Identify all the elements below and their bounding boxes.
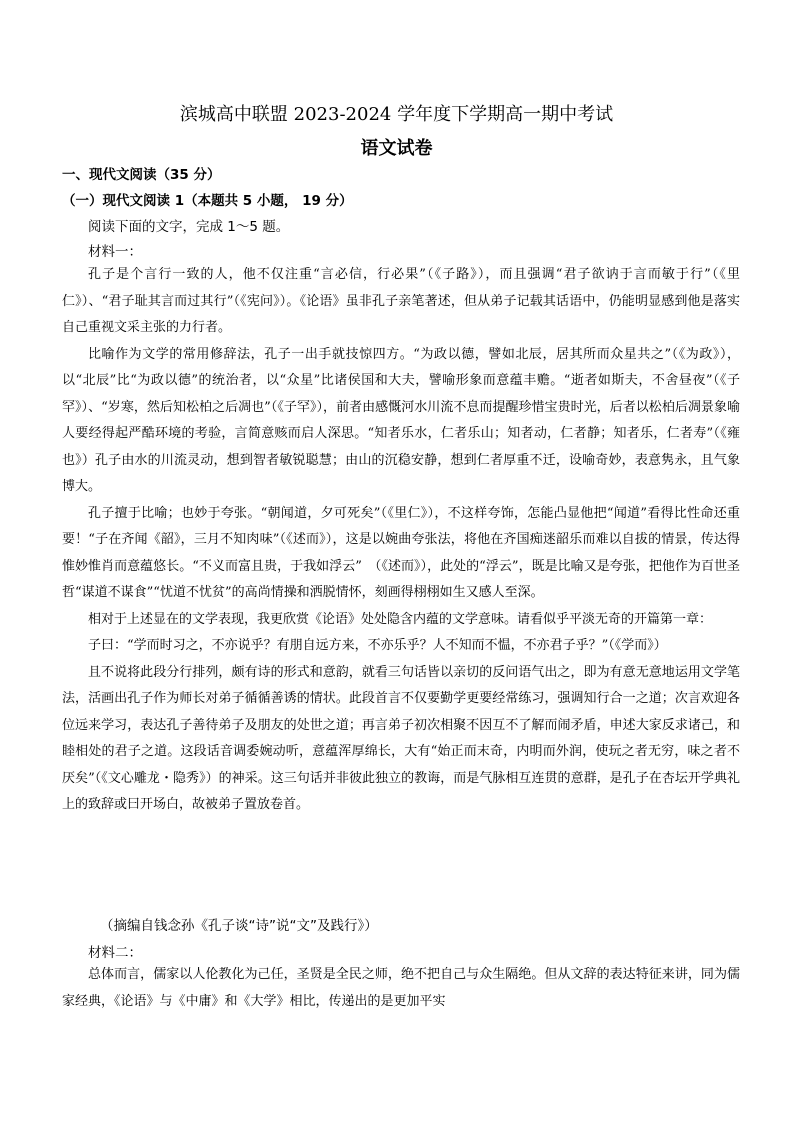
subsection-heading: （一）现代文阅读 1（本题共 5 小题， 19 分）: [62, 193, 353, 209]
material2-body: [62, 962, 740, 1015]
quote-paragraph: 子曰：“学而时习之，不亦说乎？有朋自远方来，不亦乐乎？人不知而不愠，不亦君子乎？”（《学而》）: [88, 638, 667, 653]
reading-instruction: 阅读下面的文字，完成 1～5 题。: [88, 219, 290, 235]
section-heading: 一、现代文阅读（35 分）: [62, 167, 221, 183]
paragraph: 相对于上述显在的文学表现，我更欣赏《论语》处处隐含内蕴的文学意味。请看似乎平淡无奇的开篇第一章：: [88, 611, 713, 627]
paragraph: 孔子擅于比喻；也妙于夸张。“朝闻道，夕可死矣”（《里仁》），不这样夸饰，怎能凸显他把“闻道”看得比性命还重要！“子在齐闻《韶》，三月不知肉味”（《述而》），这是以婉曲夸张法，将他在齐国痴迷韶乐而难以自拔的情景，传达得惟妙惟肖而意蕴悠长。“不义而富且贵，于我如浮云” （《述而》），此处的“浮云”，既是比喻又是夸张，把他作为百世圣哲“谋道不谋食”“忧道不忧贫”的高尚情操和洒脱情怀，刻画得栩栩如生又感人至深。: [62, 505, 740, 600]
material1-source: （摘编自钱念孙《孔子谈“诗”说“文”及践行》）: [100, 918, 378, 934]
paragraph: 总体而言，儒家以人伦教化为己任，圣贤是全民之师，绝不把自己与众生隔绝。但从文辞的表达特征来讲，同为儒家经典，《论语》与《中庸》和《大学》相比，传递出的是更加平实: [62, 967, 740, 1009]
material1-body: [62, 262, 740, 819]
exam-title: 滨城高中联盟 2023-2024 学年度下学期高一期中考试: [179, 104, 614, 125]
paragraph: 且不说将此段分行排列，颇有诗的形式和意韵，就看三句话皆以亲切的反问语气出之，即为有意无意地运用文学笔法，活画出孔子作为师长对弟子循循善诱的情状。此段首言不仅要勤学更要经常练习，强调知行合一之道；次言欢迎各位远来学习，表达孔子善待弟子及朋友的处世之道；再言弟子初次相聚不因互不了解而闹矛盾，申述大家反求诸己，和睦相处的君子之道。这段话音调委婉动听，意蕴浑厚绵长，大有“始正而末奇，内明而外润，使玩之者无穷，味之者不厌矣”（《文心雕龙・隐秀》）的神采。这三句话并非彼此独立的教诲，而是气脉相互连贯的意群，是孔子在杏坛开学典礼上的致辞或曰开场白，故被弟子置放卷首。: [62, 664, 740, 812]
material1-label: 材料一：: [88, 244, 142, 260]
paragraph: 比喻作为文学的常用修辞法，孔子一出手就技惊四方。“为政以德，譬如北辰，居其所而众星共之”（《为政》），以“北辰”比“为政以德”的统治者，以“众星”比诸侯国和大夫，譬喻形象而意蕴丰赡。“逝者如斯夫，不舍昼夜”（《子罕》）、“岁寒，然后知松柏之后凋也”（《子罕》），前者由感慨河水川流不息而提醒珍惜宝贵时光，后者以松柏后凋景象喻人要经得起严酷环境的考验，言简意赅而启人深思。“知者乐水，仁者乐山；知者动，仁者静；知者乐，仁者寿”（《雍也》）孔子由水的川流灵动，想到智者敏锐聪慧；由山的沉稳安静，想到仁者厚重不迁，设喻奇妙，表意隽永，且气象博大。: [62, 346, 740, 494]
paragraph: 孔子是个言行一致的人，他不仅注重“言必信，行必果”（《子路》），而且强调“君子欲讷于言而敏于行”（《里仁》）、“君子耻其言而过其行”（《宪问》）。《论语》虽非孔子亲笔著述，但从弟子记载其话语中，仍能明显感到他是落实自己重视文采主张的力行者。: [62, 267, 740, 335]
exam-subtitle: 语文试卷: [360, 138, 433, 159]
material2-label: 材料二：: [88, 945, 142, 961]
